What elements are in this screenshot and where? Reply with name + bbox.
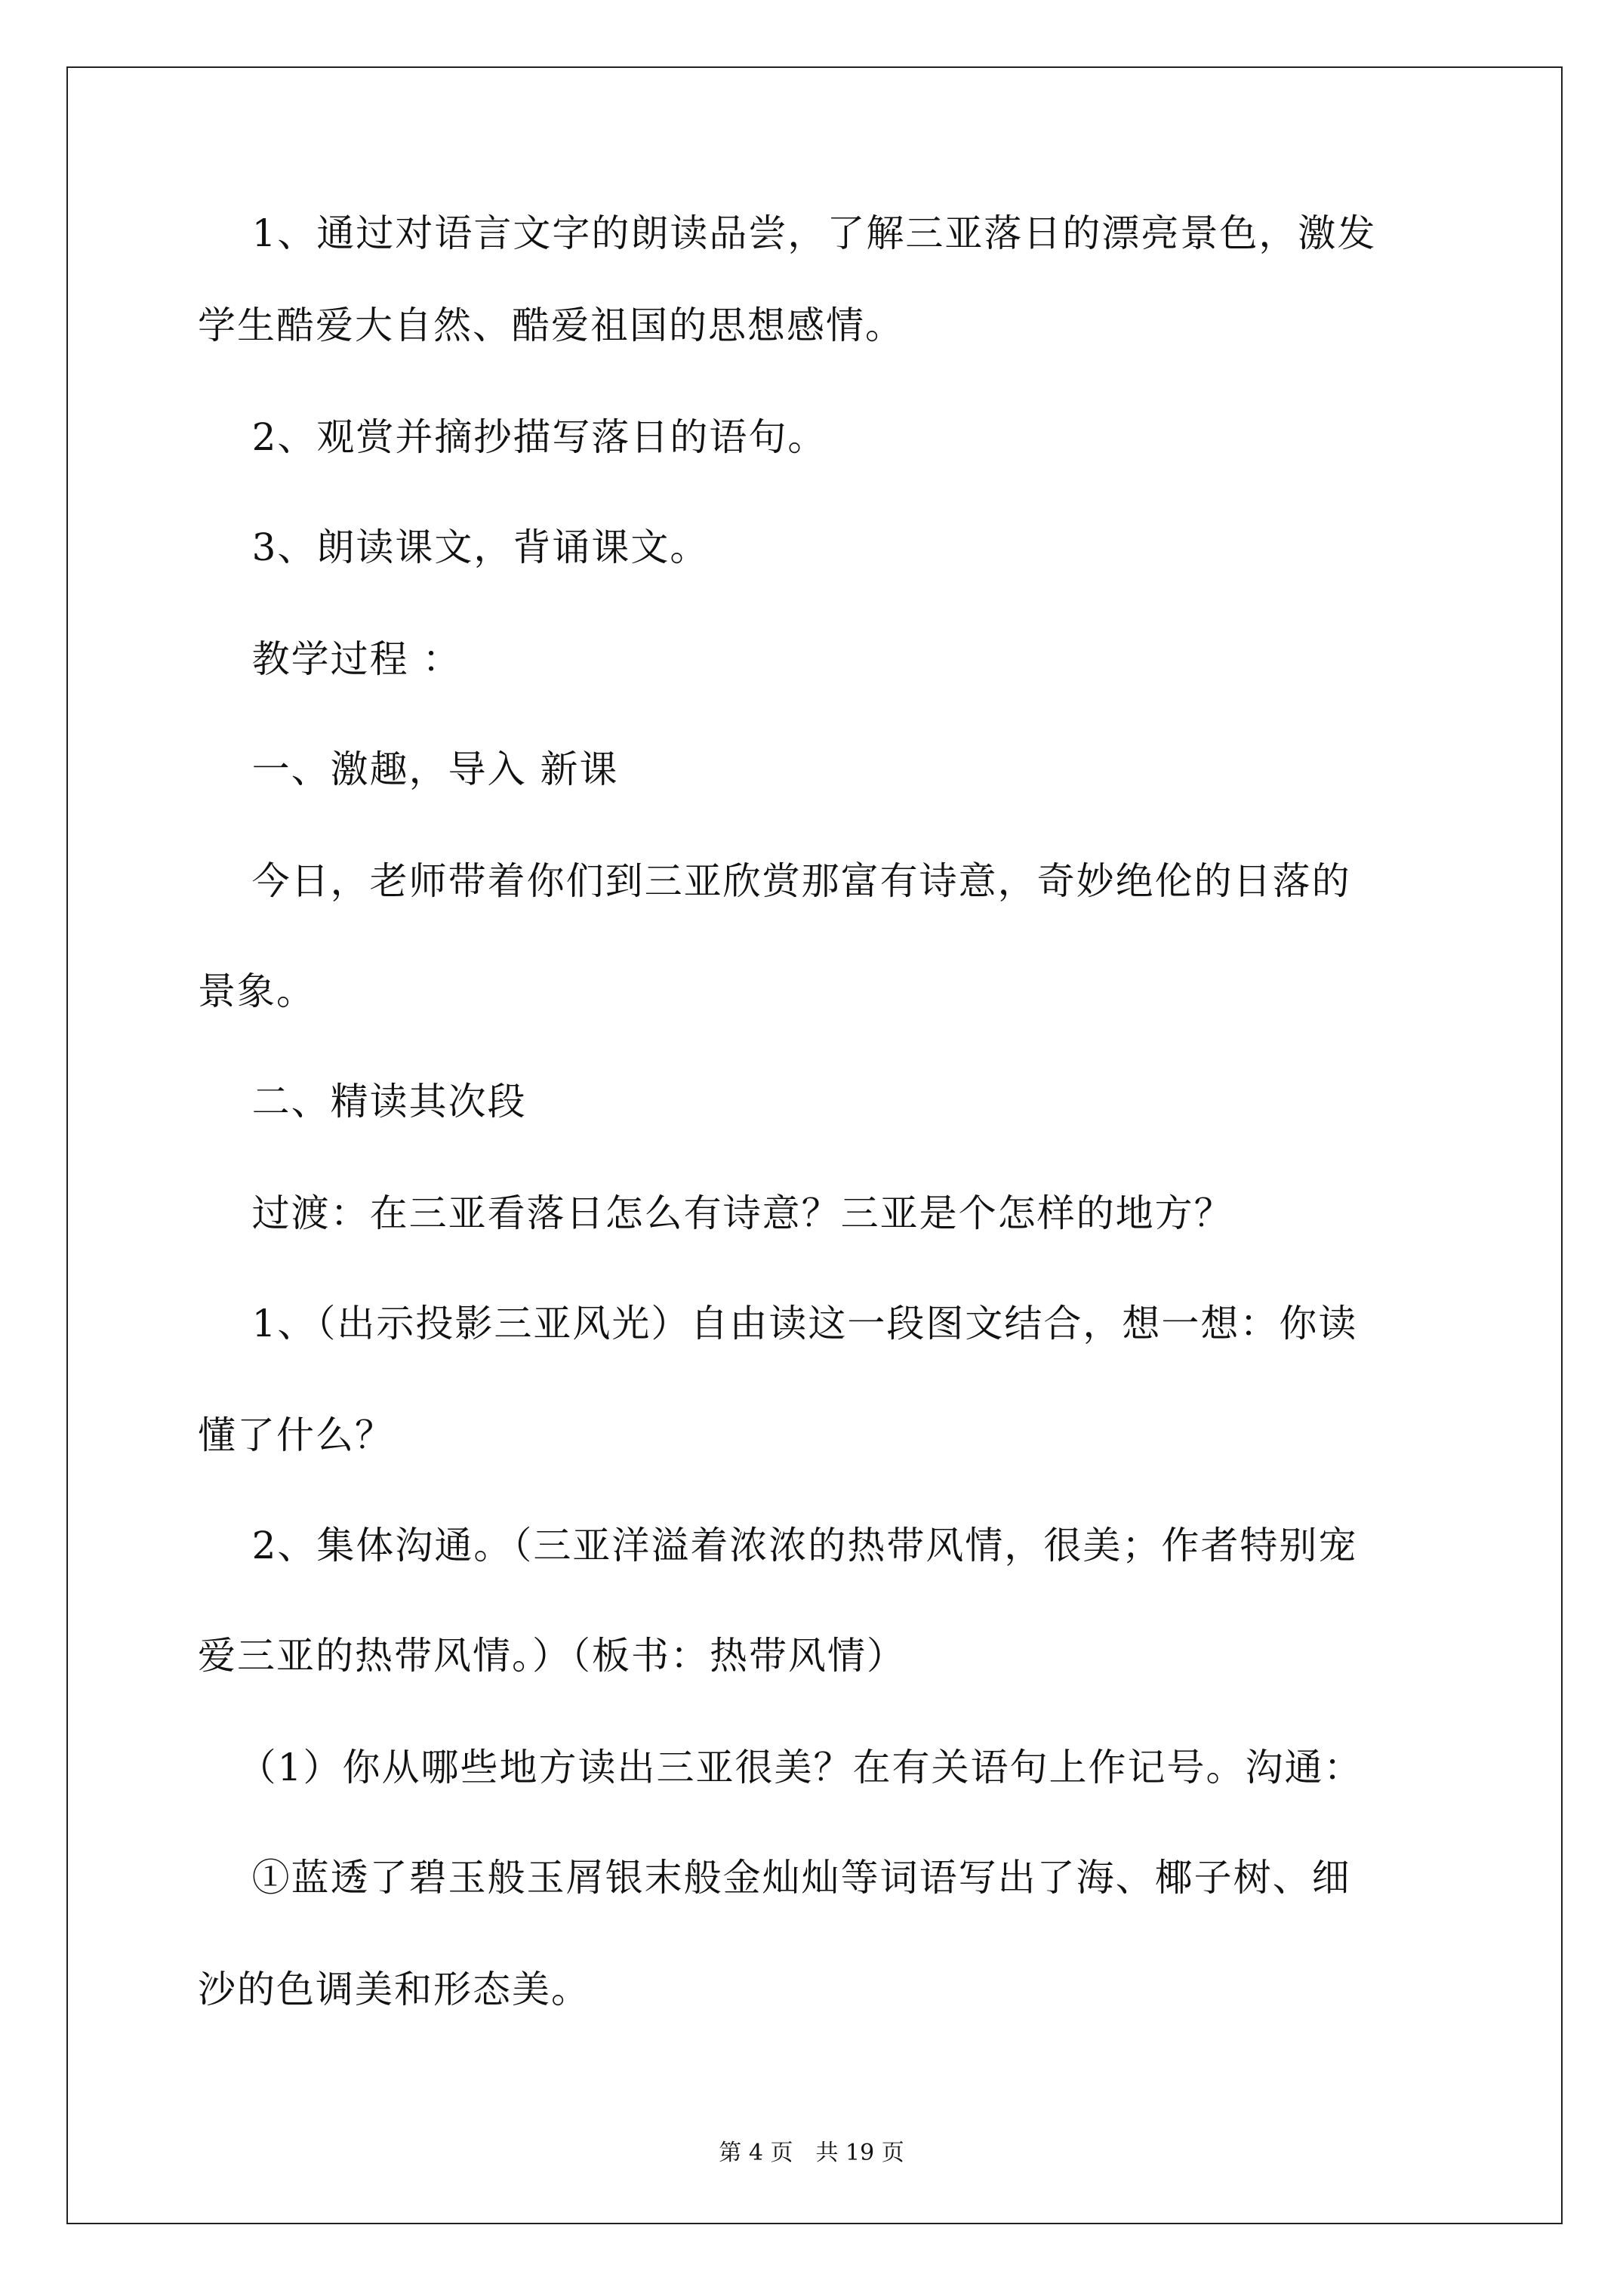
text-line: 2、观赏并摘抄描写落日的语句。 [198, 415, 827, 459]
text-line: 今日，老师带着你们到三亚欣赏那富有诗意，奇妙绝伦的日落的 [198, 859, 1351, 903]
text-line: 爱三亚的热带风情。）（板书：热带风情） [198, 1634, 906, 1678]
text-line: 3、朗读课文，背诵课文。 [198, 525, 710, 569]
page-border [66, 66, 1563, 2224]
text-line: 懂了什么？ [198, 1413, 394, 1457]
text-line: 教学过程 ： [198, 637, 462, 681]
page-number-footer: 第 4 页 共 19 页 [719, 2140, 904, 2166]
text-line: ①蓝透了碧玉般玉屑银末般金灿灿等词语写出了海、椰子树、细 [198, 1856, 1351, 1900]
text-line: 2、集体沟通。（三亚洋溢着浓浓的热带风情，很美；作者特别宠 [198, 1524, 1358, 1567]
text-line: 1、通过对语言文字的朗读品尝，了解三亚落日的漂亮景色，激发 [198, 211, 1377, 255]
text-line: 过渡：在三亚看落日怎么有诗意？三亚是个怎样的地方？ [198, 1191, 1233, 1235]
text-line: 沙的色调美和形态美。 [198, 1968, 590, 2011]
text-line: 二、精读其次段 [198, 1080, 527, 1123]
text-line: （1）你从哪些地方读出三亚很美？在有关语句上作记号。沟通： [198, 1746, 1363, 1789]
text-line: 一、激趣，导入 新课 [198, 747, 619, 791]
text-line: 1、（出示投影三亚风光）自由读这一段图文结合，想一想：你读 [198, 1302, 1358, 1345]
text-line: 学生酷爱大自然、酷爱祖国的思想感情。 [198, 304, 904, 347]
text-line: 景象。 [198, 969, 316, 1013]
